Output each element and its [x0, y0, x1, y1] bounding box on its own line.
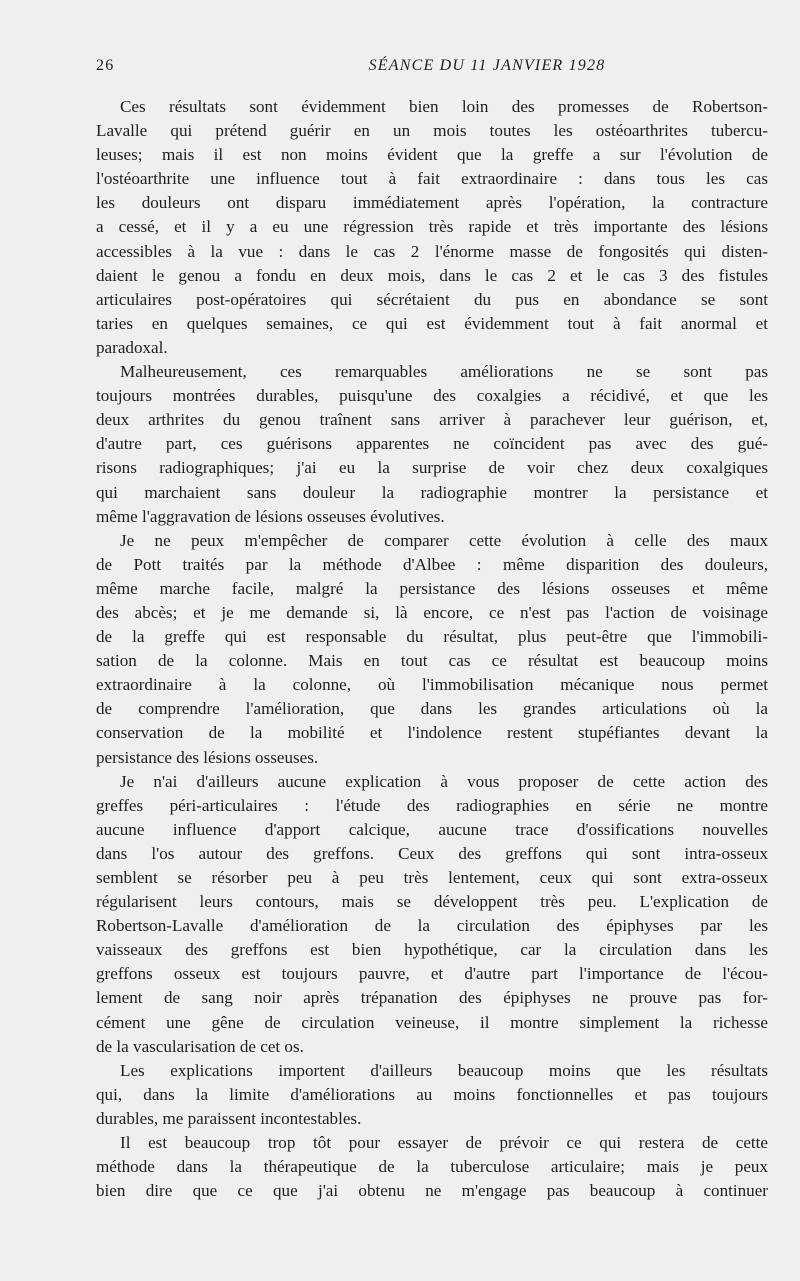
text-line: Je n'ai d'ailleurs aucune explication à vous proposer de cette action des: [120, 771, 768, 791]
text-line: Je ne peux m'empêcher de comparer cette évolution à celle des maux: [120, 530, 768, 550]
text-line: des abcès; et je me demande si, là encore, ce n'est pas l'action de voisinage: [96, 602, 768, 622]
text-line: Malheureusement, ces remarquables améliorations ne se sont pas: [120, 362, 768, 382]
text-line: lement de sang noir après trépanation des épiphyses ne prouve pas for-: [96, 988, 768, 1008]
paragraph: [96, 1059, 768, 1131]
text-line: greffes péri-articulaires : l'étude des radiographies en série ne montre: [96, 795, 768, 815]
running-title: SÉANCE DU 11 JANVIER 1928: [368, 57, 606, 74]
text-line: même marche facile, malgré la persistance des lésions osseuses et même: [96, 578, 768, 598]
text-line: conservation de la mobilité et l'indolence restent stupéfiantes devant la: [96, 723, 768, 743]
text-line: aucune influence d'apport calcique, aucune trace d'ossifications nouvelles: [96, 819, 768, 839]
text-line: de comprendre l'amélioration, que dans les grandes articulations où la: [96, 699, 768, 719]
text-line: Lavalle qui prétend guérir en un mois toutes les ostéoarthrites tubercu-: [96, 121, 768, 141]
text-line: leuses; mais il est non moins évident que la greffe a sur l'évolution de: [96, 145, 768, 165]
text-line: durables, me paraissent incontestables.: [96, 1108, 362, 1128]
text-line: deux arthrites du genou traînent sans arriver à parachever leur guérison, et,: [96, 410, 768, 430]
text-line: les douleurs ont disparu immédiatement après l'opération, la contracture: [96, 193, 768, 213]
text-line: risons radiographiques; j'ai eu la surprise de voir chez deux coxalgiques: [96, 458, 768, 478]
text-line: Il est beaucoup trop tôt pour essayer de prévoir ce qui restera de cette: [120, 1133, 768, 1153]
paragraph: [96, 360, 768, 529]
text-line: accessibles à la vue : dans le cas 2 l'énorme masse de fongosités qui disten-: [96, 241, 768, 261]
text-line: sation de la colonne. Mais en tout cas ce résultat est beaucoup moins: [96, 651, 768, 671]
text-line: greffons osseux est toujours pauvre, et d'autre part l'importance de l'écou-: [96, 964, 768, 984]
text-line: Les explications importent d'ailleurs beaucoup moins que les résultats: [120, 1060, 768, 1080]
text-line: vaisseaux des greffons est bien hypothétique, car la circulation dans les: [96, 940, 768, 960]
body-text: [96, 95, 768, 1203]
text-line: articulaires post-opératoires qui sécrétaient du pus en abondance se sont: [96, 289, 768, 309]
paragraph: [96, 95, 768, 360]
text-line: extraordinaire à la colonne, où l'immobilisation mécanique nous permet: [96, 675, 768, 695]
text-line: a cessé, et il y a eu une régression très rapide et très importante des lésions: [96, 217, 768, 237]
text-line: même l'aggravation de lésions osseuses évolutives.: [96, 506, 445, 526]
text-line: d'autre part, ces guérisons apparentes ne coïncident pas avec des gué-: [96, 434, 768, 454]
text-line: cément une gêne de circulation veineuse, il montre simplement la richesse: [96, 1012, 768, 1032]
text-line: l'ostéoarthrite une influence tout à fait extraordinaire : dans tous les cas: [96, 169, 768, 189]
text-line: régularisent leurs contours, mais se développent très peu. L'explication de: [96, 892, 768, 912]
text-line: Ces résultats sont évidemment bien loin des promesses de Robertson-: [120, 97, 768, 116]
paragraph: [96, 529, 768, 770]
text-line: qui marchaient sans douleur la radiographie montrer la persistance et: [96, 482, 768, 502]
text-line: méthode dans la thérapeutique de la tuberculose articulaire; mais je peux: [96, 1157, 768, 1177]
text-line: toujours montrées durables, puisqu'une des coxalgies a récidivé, et que les: [96, 386, 768, 406]
text-line: de la vascularisation de cet os.: [96, 1036, 304, 1056]
text-line: Robertson-Lavalle d'amélioration de la circulation des épiphyses par les: [96, 916, 768, 936]
text-line: bien dire que ce que j'ai obtenu ne m'engage pas beaucoup à continuer: [96, 1181, 768, 1201]
text-line: daient le genou a fondu en deux mois, dans le cas 2 et le cas 3 des fistules: [96, 265, 768, 285]
text-line: paradoxal.: [96, 337, 168, 357]
running-head: [96, 57, 768, 81]
text-line: persistance des lésions osseuses.: [96, 747, 319, 767]
paragraph: [96, 1131, 768, 1203]
text-line: taries en quelques semaines, ce qui est évidemment tout à fait anormal et: [96, 313, 768, 333]
paragraph: [96, 770, 768, 1059]
text-line: qui, dans la limite d'améliorations au moins fonctionnelles et pas toujours: [96, 1084, 768, 1104]
text-line: de la greffe qui est responsable du résultat, plus peut-être que l'immobili-: [96, 627, 768, 647]
text-line: de Pott traités par la méthode d'Albee : même disparition des douleurs,: [96, 554, 768, 574]
text-line: semblent se résorber peu à peu très lentement, ceux qui sont extra-osseux: [96, 868, 768, 887]
page-number: 26: [96, 57, 115, 74]
text-line: dans l'os autour des greffons. Ceux des greffons qui sont intra-osseux: [96, 843, 768, 863]
